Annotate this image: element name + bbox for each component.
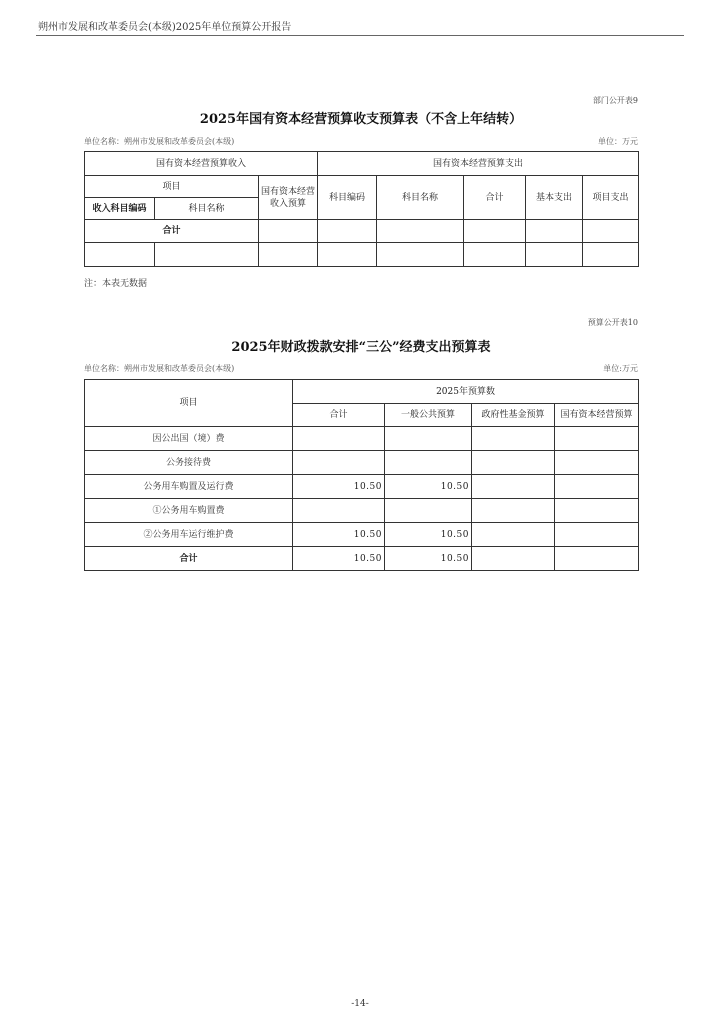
income-code-header: 收入科目编码 bbox=[85, 198, 155, 220]
table9-total-row bbox=[85, 220, 639, 243]
table9-unit: 单位：万元 bbox=[598, 137, 638, 146]
header-rule bbox=[36, 35, 684, 36]
table-row bbox=[85, 475, 639, 499]
subject-name-header: 科目名称 bbox=[377, 176, 464, 220]
row-total bbox=[293, 451, 385, 475]
table-cell bbox=[526, 220, 583, 243]
table-cell bbox=[318, 220, 377, 243]
page-number: -14- bbox=[351, 999, 369, 1009]
table-cell bbox=[464, 220, 526, 243]
row-label: ②公务用车运行维护费 bbox=[85, 523, 293, 547]
table10-header-row-1 bbox=[85, 380, 639, 404]
income-name-header: 科目名称 bbox=[155, 198, 259, 220]
table-row bbox=[85, 427, 639, 451]
row-gov-fund bbox=[472, 499, 555, 523]
subject-code-header: 科目编码 bbox=[318, 176, 377, 220]
row-state-capital bbox=[555, 499, 639, 523]
table9-capital-budget bbox=[84, 151, 639, 267]
row-label: 合计 bbox=[85, 547, 293, 571]
table-cell bbox=[259, 220, 318, 243]
row-total bbox=[293, 499, 385, 523]
table9-header-row-2 bbox=[85, 176, 639, 198]
row-general bbox=[385, 451, 472, 475]
row-state-capital bbox=[555, 523, 639, 547]
table10-unit-name: 单位名称：朔州市发展和改革委员会(本级) bbox=[84, 364, 235, 373]
running-header: 朔州市发展和改革委员会(本级)2025年单位预算公开报告 bbox=[38, 22, 292, 33]
row-general: 10.50 bbox=[385, 523, 472, 547]
table-cell bbox=[155, 243, 259, 267]
row-gov-fund bbox=[472, 427, 555, 451]
table-cell bbox=[259, 243, 318, 267]
gov-fund-header: 政府性基金预算 bbox=[472, 404, 555, 427]
row-general: 10.50 bbox=[385, 547, 472, 571]
row-state-capital bbox=[555, 475, 639, 499]
row-gov-fund bbox=[472, 523, 555, 547]
table-cell bbox=[377, 243, 464, 267]
row-general: 10.50 bbox=[385, 475, 472, 499]
table-row bbox=[85, 499, 639, 523]
row-state-capital bbox=[555, 451, 639, 475]
row-gov-fund bbox=[472, 475, 555, 499]
row-label: 因公出国（境）费 bbox=[85, 427, 293, 451]
item-header: 项目 bbox=[85, 176, 259, 198]
project-expense-header: 项目支出 bbox=[583, 176, 639, 220]
row-gov-fund bbox=[472, 451, 555, 475]
general-public-header: 一般公共预算 bbox=[385, 404, 472, 427]
table9-unit-name: 单位名称：朔州市发展和改革委员会(本级) bbox=[84, 137, 235, 146]
table-row bbox=[85, 451, 639, 475]
table9-header-row-1 bbox=[85, 152, 639, 176]
state-capital-header: 国有资本经营预算 bbox=[555, 404, 639, 427]
table9-empty-row bbox=[85, 243, 639, 267]
row-state-capital bbox=[555, 547, 639, 571]
income-group-header: 国有资本经营预算收入 bbox=[85, 152, 318, 176]
table10-unit: 单位:万元 bbox=[603, 364, 638, 373]
row-label: 公务接待费 bbox=[85, 451, 293, 475]
row-general bbox=[385, 427, 472, 451]
table9-number: 部门公开表9 bbox=[592, 96, 638, 105]
row-label: ①公务用车购置费 bbox=[85, 499, 293, 523]
table10-title: 2025年财政拨款安排“三公”经费支出预算表 bbox=[231, 340, 491, 355]
table-row bbox=[85, 523, 639, 547]
expense-group-header: 国有资本经营预算支出 bbox=[318, 152, 639, 176]
budget-group-header: 2025年预算数 bbox=[293, 380, 639, 404]
table10-three-public-expenses bbox=[84, 379, 639, 571]
table9-title: 2025年国有资本经营预算收支预算表（不含上年结转） bbox=[199, 112, 523, 127]
table9-note: 注：本表无数据 bbox=[84, 279, 148, 289]
table10-number: 预算公开表10 bbox=[587, 318, 638, 327]
row-gov-fund bbox=[472, 547, 555, 571]
table10-total-header: 合计 bbox=[293, 404, 385, 427]
row-general bbox=[385, 499, 472, 523]
row-total: 10.50 bbox=[293, 547, 385, 571]
table-cell bbox=[583, 243, 639, 267]
table-cell bbox=[318, 243, 377, 267]
table10-total-row bbox=[85, 547, 639, 571]
row-total: 10.50 bbox=[293, 523, 385, 547]
table-cell bbox=[526, 243, 583, 267]
total-header: 合计 bbox=[464, 176, 526, 220]
table10-item-header: 项目 bbox=[85, 380, 293, 427]
table-cell bbox=[377, 220, 464, 243]
table-cell bbox=[464, 243, 526, 267]
income-budget-header: 国有资本经营收入预算 bbox=[259, 176, 318, 220]
row-label: 公务用车购置及运行费 bbox=[85, 475, 293, 499]
row-total bbox=[293, 427, 385, 451]
table-cell bbox=[85, 243, 155, 267]
table9-total-label: 合计 bbox=[85, 220, 259, 243]
row-total: 10.50 bbox=[293, 475, 385, 499]
table-cell bbox=[583, 220, 639, 243]
basic-expense-header: 基本支出 bbox=[526, 176, 583, 220]
row-state-capital bbox=[555, 427, 639, 451]
